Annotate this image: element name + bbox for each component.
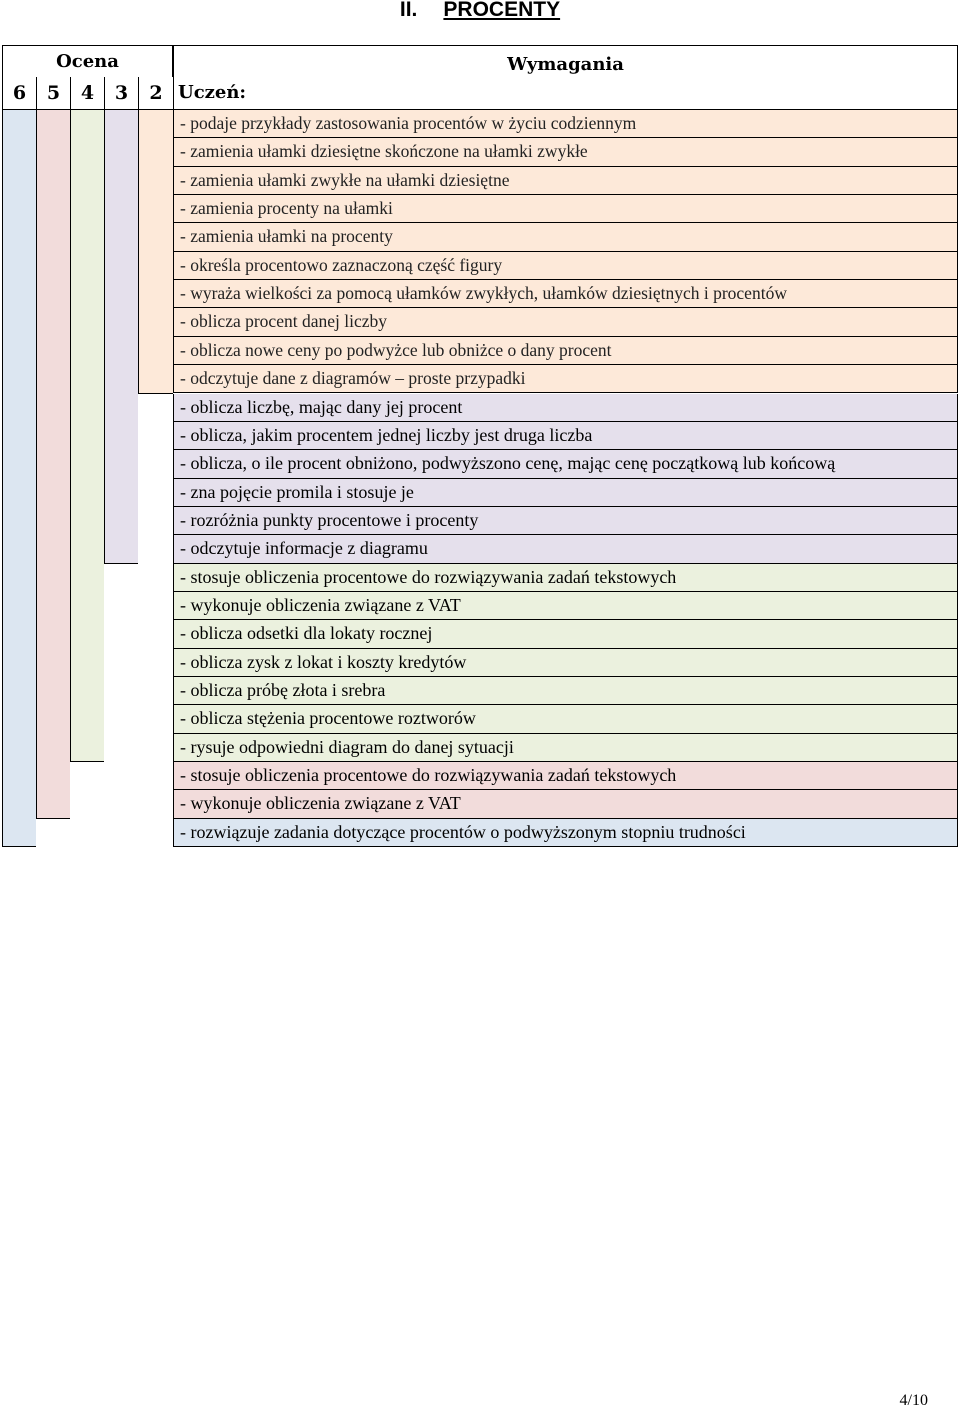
requirement-row: - podaje przykłady zastosowania procentów w życiu codziennym: [173, 110, 958, 138]
grade-header-6: 6: [2, 77, 36, 110]
requirement-row: - oblicza próbę złota i srebra: [173, 677, 958, 705]
requirement-row: - zna pojęcie promila i stosuje je: [173, 479, 958, 507]
page-number: 4/10: [899, 1392, 928, 1409]
section-title: [0, 0, 960, 22]
wymagania-header: [173, 45, 958, 110]
requirement-row: - oblicza zysk z lokat i koszty kredytów: [173, 649, 958, 677]
requirement-row: - oblicza, o ile procent obniżono, podwyższono cenę, mając cenę początkową lub końcową: [173, 450, 958, 478]
requirement-row: - określa procentowo zaznaczoną część figury: [173, 252, 958, 280]
wymagania-label: Wymagania: [507, 54, 624, 75]
grade-header-5: 5: [36, 77, 70, 110]
section-number: II.: [399, 0, 418, 21]
grade-header-2: 2: [138, 77, 173, 110]
requirements-table: [2, 45, 958, 849]
requirement-row: - zamienia ułamki dziesiętne skończone na ułamki zwykłe: [173, 138, 958, 166]
requirement-row: - oblicza stężenia procentowe roztworów: [173, 705, 958, 733]
grade-band-4: [70, 110, 104, 762]
ocena-header: Ocena: [2, 45, 173, 78]
grade-band-3: [104, 110, 138, 564]
requirement-row: - stosuje obliczenia procentowe do rozwiązywania zadań tekstowych: [173, 762, 958, 790]
grade-band-5: [36, 110, 70, 819]
requirement-row: - zamienia ułamki na procenty: [173, 223, 958, 251]
requirement-row: - odczytuje informacje z diagramu: [173, 535, 958, 563]
requirement-row: - oblicza procent danej liczby: [173, 308, 958, 336]
requirement-row: - wykonuje obliczenia związane z VAT: [173, 790, 958, 818]
grade-header-3: 3: [104, 77, 138, 110]
requirement-row: - zamienia procenty na ułamki: [173, 195, 958, 223]
grade-band-6: [2, 110, 36, 847]
requirement-row: - rysuje odpowiedni diagram do danej sytuacji: [173, 734, 958, 762]
requirement-row: - stosuje obliczenia procentowe do rozwiązywania zadań tekstowych: [173, 564, 958, 592]
grade-header-4: 4: [70, 77, 104, 110]
section-title-text: PROCENTY: [443, 0, 561, 21]
uczen-label: Uczeń:: [178, 82, 247, 103]
requirement-row: - oblicza, jakim procentem jednej liczby jest druga liczba: [173, 422, 958, 450]
requirement-row: - wykonuje obliczenia związane z VAT: [173, 592, 958, 620]
requirement-row: - oblicza nowe ceny po podwyżce lub obniżce o dany procent: [173, 337, 958, 365]
requirement-row: - zamienia ułamki zwykłe na ułamki dziesiętne: [173, 167, 958, 195]
requirement-row: - rozwiązuje zadania dotyczące procentów o podwyższonym stopniu trudności: [173, 819, 958, 847]
grade-band-2: [138, 110, 173, 394]
requirement-row: - odczytuje dane z diagramów – proste przypadki: [173, 365, 958, 393]
requirement-row: - oblicza odsetki dla lokaty rocznej: [173, 620, 958, 648]
requirement-row: - wyraża wielkości za pomocą ułamków zwykłych, ułamków dziesiętnych i procentów: [173, 280, 958, 308]
requirement-row: - rozróżnia punkty procentowe i procenty: [173, 507, 958, 535]
requirement-row: - oblicza liczbę, mając dany jej procent: [173, 394, 958, 422]
grade-header-row: [2, 77, 173, 110]
